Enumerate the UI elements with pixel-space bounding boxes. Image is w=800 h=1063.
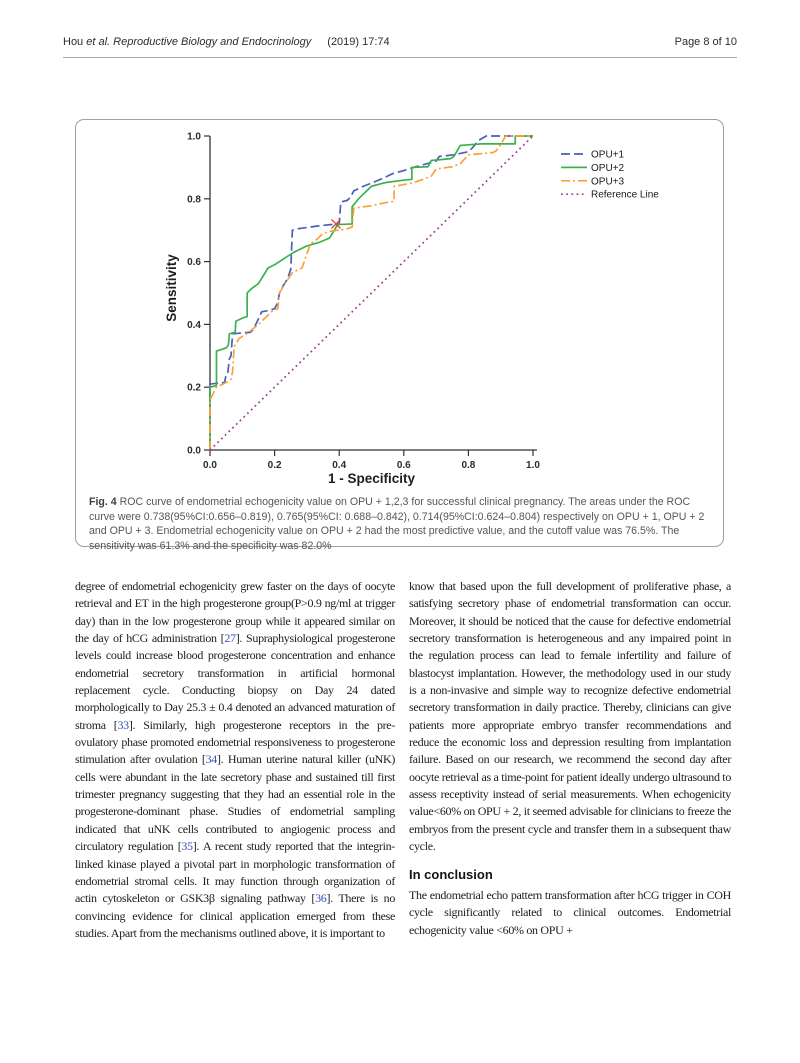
svg-text:0.0: 0.0 [187,445,201,457]
svg-text:0.6: 0.6 [187,257,201,269]
svg-text:0.8: 0.8 [187,194,201,206]
svg-text:1.0: 1.0 [526,460,540,471]
svg-text:0.0: 0.0 [203,460,217,471]
body-column-right [409,578,731,942]
page-number: Page 8 of 10 [674,36,737,48]
svg-text:0.8: 0.8 [461,460,476,471]
page-header [63,36,737,58]
legend-label: OPU+3 [591,176,625,188]
running-head-citation: (2019) 17:74 [327,36,390,48]
citation-link[interactable]: 36 [315,891,327,906]
figure-caption [76,494,723,559]
svg-text:0.2: 0.2 [267,460,282,471]
roc-series-reference-line [210,136,533,450]
legend-label: OPU+2 [591,162,625,174]
right-paragraph-2: The endometrial echo pattern transformation after hCG trigger in COH cycle significantly related to clinical outcomes. Endometrial echogenicity value <60% on OPU + [409,887,731,937]
figure-caption-label: Fig. 4 [89,496,117,508]
legend-label: Reference Line [591,189,659,201]
svg-text:0.6: 0.6 [396,460,411,471]
in-conclusion-heading: In conclusion [409,866,493,882]
body-column-left [75,578,395,942]
figure-4-panel [75,119,724,552]
svg-text:1.0: 1.0 [187,131,201,143]
running-head [63,36,390,48]
figure-caption-text: ROC curve of endometrial echogenicity value on OPU + 1,2,3 for successful clinical pregnancy. The areas under the ROC curve were 0.738(95%CI:0.656–0.819), 0.765(95%CI: 0.688–0.842), 0.714(95%CI:0.624–0.804) respectively on OPU + 1, OPU + 2 and OPU + 3. Endometrial echogenicity value on OPU + 2 had the most predictive value, and the cutoff value was 76.5%. The sensitivity was 61.3% and the specificity was 82.0% [89,496,705,552]
body-text [75,578,730,942]
citation-link[interactable]: 35 [181,839,193,854]
citation-link[interactable]: 33 [117,717,129,732]
legend-label: OPU+1 [591,149,625,161]
running-head-authors: Hou [63,36,87,48]
svg-text:0.4: 0.4 [187,319,201,331]
svg-text:0.4: 0.4 [332,460,347,471]
citation-link[interactable]: 34 [205,752,217,767]
running-head-etal: et al. [86,36,114,48]
citation-link[interactable]: 27 [224,631,236,646]
chart-legend [561,150,659,201]
right-paragraph-1: know that based upon the full development of proliferative phase, a satisfying secretory phase of endometrial transformation can occur. Moreover, it should be noticed that the cause for defective endometrial secretory transformation is heterogeneous and any impaired point in the regulation process can lead to female infertility and failure of blastocyst implantation. However, the methodology used in our study is a non-invasive and simple way to recognize defective endometrial secretory transformation in daily practice. Thereby, clinicians can give patients more appropriate embryo transfer recommendations and reduce the economic loss and depression resulting from implantation failure. Based on our research, we recommend the second day after oocyte retrieval as a time-point for patient ideally undergo ultrasound to assess receptivity instead of serial measurements. When echogenicity value<60% on OPU + 2, it seemed advisable for clinicians to freeze the embryos from the present cycle and transfer them in a subsequent thaw cycle. [409,579,731,854]
svg-text:0.2: 0.2 [187,382,201,394]
y-axis-label: Sensitivity [164,254,179,322]
x-axis-label: 1 - Specificity [327,471,416,486]
running-head-journal: Reproductive Biology and Endocrinology [113,36,312,48]
roc-curve-chart [76,120,723,494]
left-paragraph: degree of endometrial echogenicity grew faster on the days of oocyte retrieval and ET in the high progesterone group(P>0.9 ng/ml at trigger day) than in the low progesterone group while it appeared similar on the day of hCG administration [27]. Supraphysiological progesterone levels could increase blood progesterone concentration and enhance endometrial secretory transformation in artificial hormonal replacement cycle. Conducting biopsy on Day 24 dated morphologically to Day 25.3 ± 0.4 denoted an advanced maturation of stroma [33]. Similarly, high progesterone receptors in the pre-ovulatory phase promoted endometrial responsiveness to progesterone stimulation after ovulation [34]. Human uterine natural killer (uNK) cells were abundant in the late secretory phase and sustained till first trimester pregnancy suggesting that they had an essential role in the progesterone-dominant phase. Studies of endometrial sampling indicated that uNK cells contributed to angiogenic process and circulatory regulation [35]. A recent study reported that the integrin-linked kinase played a pivotal part in morphologic transformation of endometrial stromal cells. It may function through organization of actin cytoskeleton or GSK3β signaling pathway [36]. There is no convincing evidence for clinical application emerged from these studies. Apart from the mechanisms outlined above, it is important to [75,579,396,940]
